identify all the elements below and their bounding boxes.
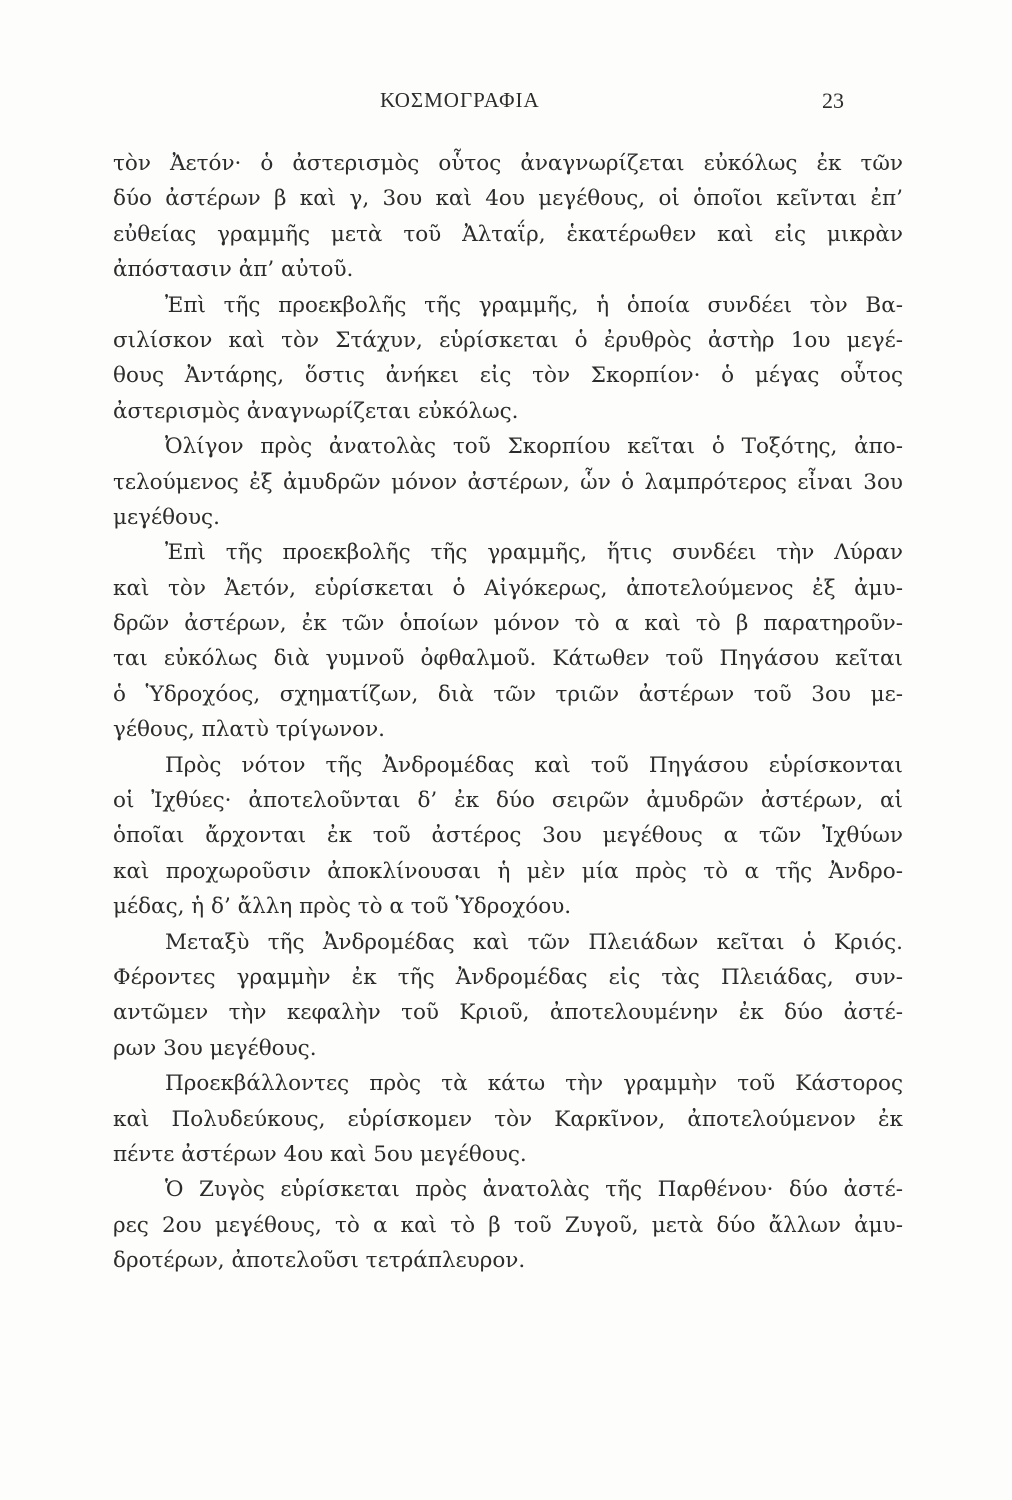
body-text: [113, 146, 903, 1279]
text-line: σιλίσκον καὶ τὸν Στάχυν, εὑρίσκεται ὁ ἐρυθρὸς ἀστὴρ 1ου μεγέ-: [113, 327, 903, 353]
text-line: ἀστερισμὸς ἀναγνωρίζεται εὐκόλως.: [113, 398, 519, 424]
paragraph-first-line: Ὀλίγον πρὸς ἀνατολὰς τοῦ Σκορπίου κεῖται ὁ Τοξότης, ἀπο-: [165, 434, 903, 460]
text-line: αντῶμεν τὴν κεφαλὴν τοῦ Κριοῦ, ἀποτελουμένην ἐκ δύο ἀστέ-: [113, 1000, 903, 1026]
running-title: ΚΟΣΜΟΓΡΑΦΙΑ: [380, 88, 540, 112]
text-line: τελούμενος ἐξ ἀμυδρῶν μόνον ἀστέρων, ὧν ὁ λαμπρότερος εἶναι 3ου: [113, 469, 903, 495]
text-line: δύο ἀστέρων β καὶ γ, 3ου καὶ 4ου μεγέθους, οἱ ὁποῖοι κεῖνται ἐπ’: [113, 186, 903, 212]
text-line: ται εὐκόλως διὰ γυμνοῦ ὀφθαλμοῦ. Κάτωθεν τοῦ Πηγάσου κεῖται: [113, 646, 903, 672]
text-line: ἀπόστασιν ἀπ’ αὐτοῦ.: [113, 257, 354, 283]
text-line: μέδας, ἡ δ’ ἄλλη πρὸς τὸ α τοῦ Ὑδροχόου.: [113, 894, 572, 920]
text-line: καὶ προχωροῦσιν ἀποκλίνουσαι ἡ μὲν μία πρὸς τὸ α τῆς Ἀνδρο-: [113, 858, 903, 884]
text-line: μεγέθους.: [113, 504, 220, 530]
text-line: οἱ Ἰχθύες· ἀποτελοῦνται δ’ ἐκ δύο σειρῶν ἀμυδρῶν ἀστέρων, αἱ: [113, 788, 903, 814]
paragraph-first-line: Ἐπὶ τῆς προεκβολῆς τῆς γραμμῆς, ἡ ὁποία συνδέει τὸν Βα-: [165, 292, 903, 318]
text-line: τὸν Ἀετόν· ὁ ἀστερισμὸς οὗτος ἀναγνωρίζεται εὐκόλως ἐκ τῶν: [113, 151, 903, 176]
page-header: [0, 88, 1012, 122]
text-line: ὁποῖαι ἄρχονται ἐκ τοῦ ἀστέρος 3ου μεγέθους α τῶν Ἰχθύων: [113, 823, 903, 849]
text-line: θους Ἀντάρης, ὅστις ἀνήκει εἰς τὸν Σκορπίον· ὁ μέγας οὗτος: [113, 363, 903, 389]
page-number: 23: [822, 88, 844, 113]
paragraph-first-line: Πρὸς νότον τῆς Ἀνδρομέδας καὶ τοῦ Πηγάσου εὑρίσκονται: [165, 752, 903, 778]
text-line: ὁ Ὑδροχόος, σχηματίζων, διὰ τῶν τριῶν ἀστέρων τοῦ 3ου με-: [113, 681, 903, 707]
text-line: πέντε ἀστέρων 4ου καὶ 5ου μεγέθους.: [113, 1141, 527, 1167]
text-line: ρων 3ου μεγέθους.: [113, 1035, 317, 1061]
text-line: γέθους, πλατὺ τρίγωνον.: [113, 717, 385, 743]
paragraph-first-line: Προεκβάλλοντες πρὸς τὰ κάτω τὴν γραμμὴν τοῦ Κάστορος: [165, 1071, 903, 1097]
paragraph-first-line: Μεταξὺ τῆς Ἀνδρομέδας καὶ τῶν Πλειάδων κεῖται ὁ Κριός.: [165, 929, 903, 955]
text-line: εὐθείας γραμμῆς μετὰ τοῦ Ἀλταΐρ, ἑκατέρωθεν καὶ εἰς μικρὰν: [113, 221, 903, 247]
text-line: καὶ τὸν Ἀετόν, εὑρίσκεται ὁ Αἰγόκερως, ἀποτελούμενος ἐξ ἀμυ-: [113, 575, 903, 601]
text-line: δρῶν ἀστέρων, ἐκ τῶν ὁποίων μόνον τὸ α καὶ τὸ β παρατηροῦν-: [113, 611, 903, 637]
text-line: Φέροντες γραμμὴν ἐκ τῆς Ἀνδρομέδας εἰς τὰς Πλειάδας, συν-: [113, 964, 903, 990]
text-line: καὶ Πολυδεύκους, εὑρίσκομεν τὸν Καρκῖνον, ἀποτελούμενον ἐκ: [113, 1106, 903, 1132]
paragraph-first-line: Ἐπὶ τῆς προεκβολῆς τῆς γραμμῆς, ἥτις συνδέει τὴν Λύραν: [165, 540, 903, 566]
text-line: ρες 2ου μεγέθους, τὸ α καὶ τὸ β τοῦ Ζυγοῦ, μετὰ δύο ἄλλων ἀμυ-: [113, 1212, 903, 1238]
paragraph-first-line: Ὁ Ζυγὸς εὑρίσκεται πρὸς ἀνατολὰς τῆς Παρθένου· δύο ἀστέ-: [165, 1177, 903, 1203]
text-line: δροτέρων, ἀποτελοῦσι τετράπλευρον.: [113, 1248, 526, 1274]
